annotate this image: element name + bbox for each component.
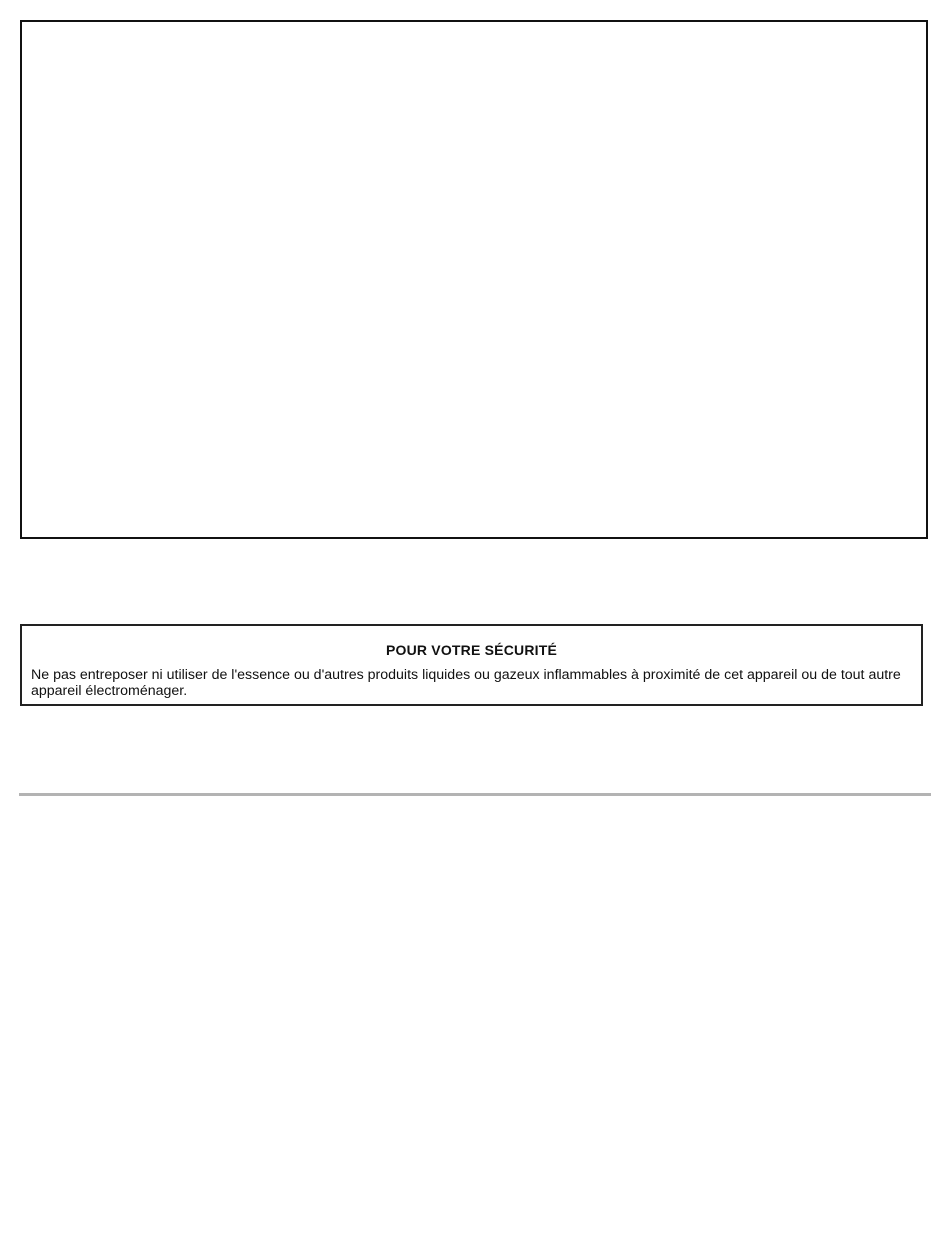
blank-framed-area [20,20,928,539]
safety-notice-title: POUR VOTRE SÉCURITÉ [385,642,558,658]
safety-notice-box [20,624,923,706]
horizontal-divider [19,793,931,796]
safety-notice-text: Ne pas entreposer ni utiliser de l'essence ou d'autres produits liquides ou gazeux inflammables à proximité de cet appareil ou de tout autre appareil électroménager. [31,667,901,699]
